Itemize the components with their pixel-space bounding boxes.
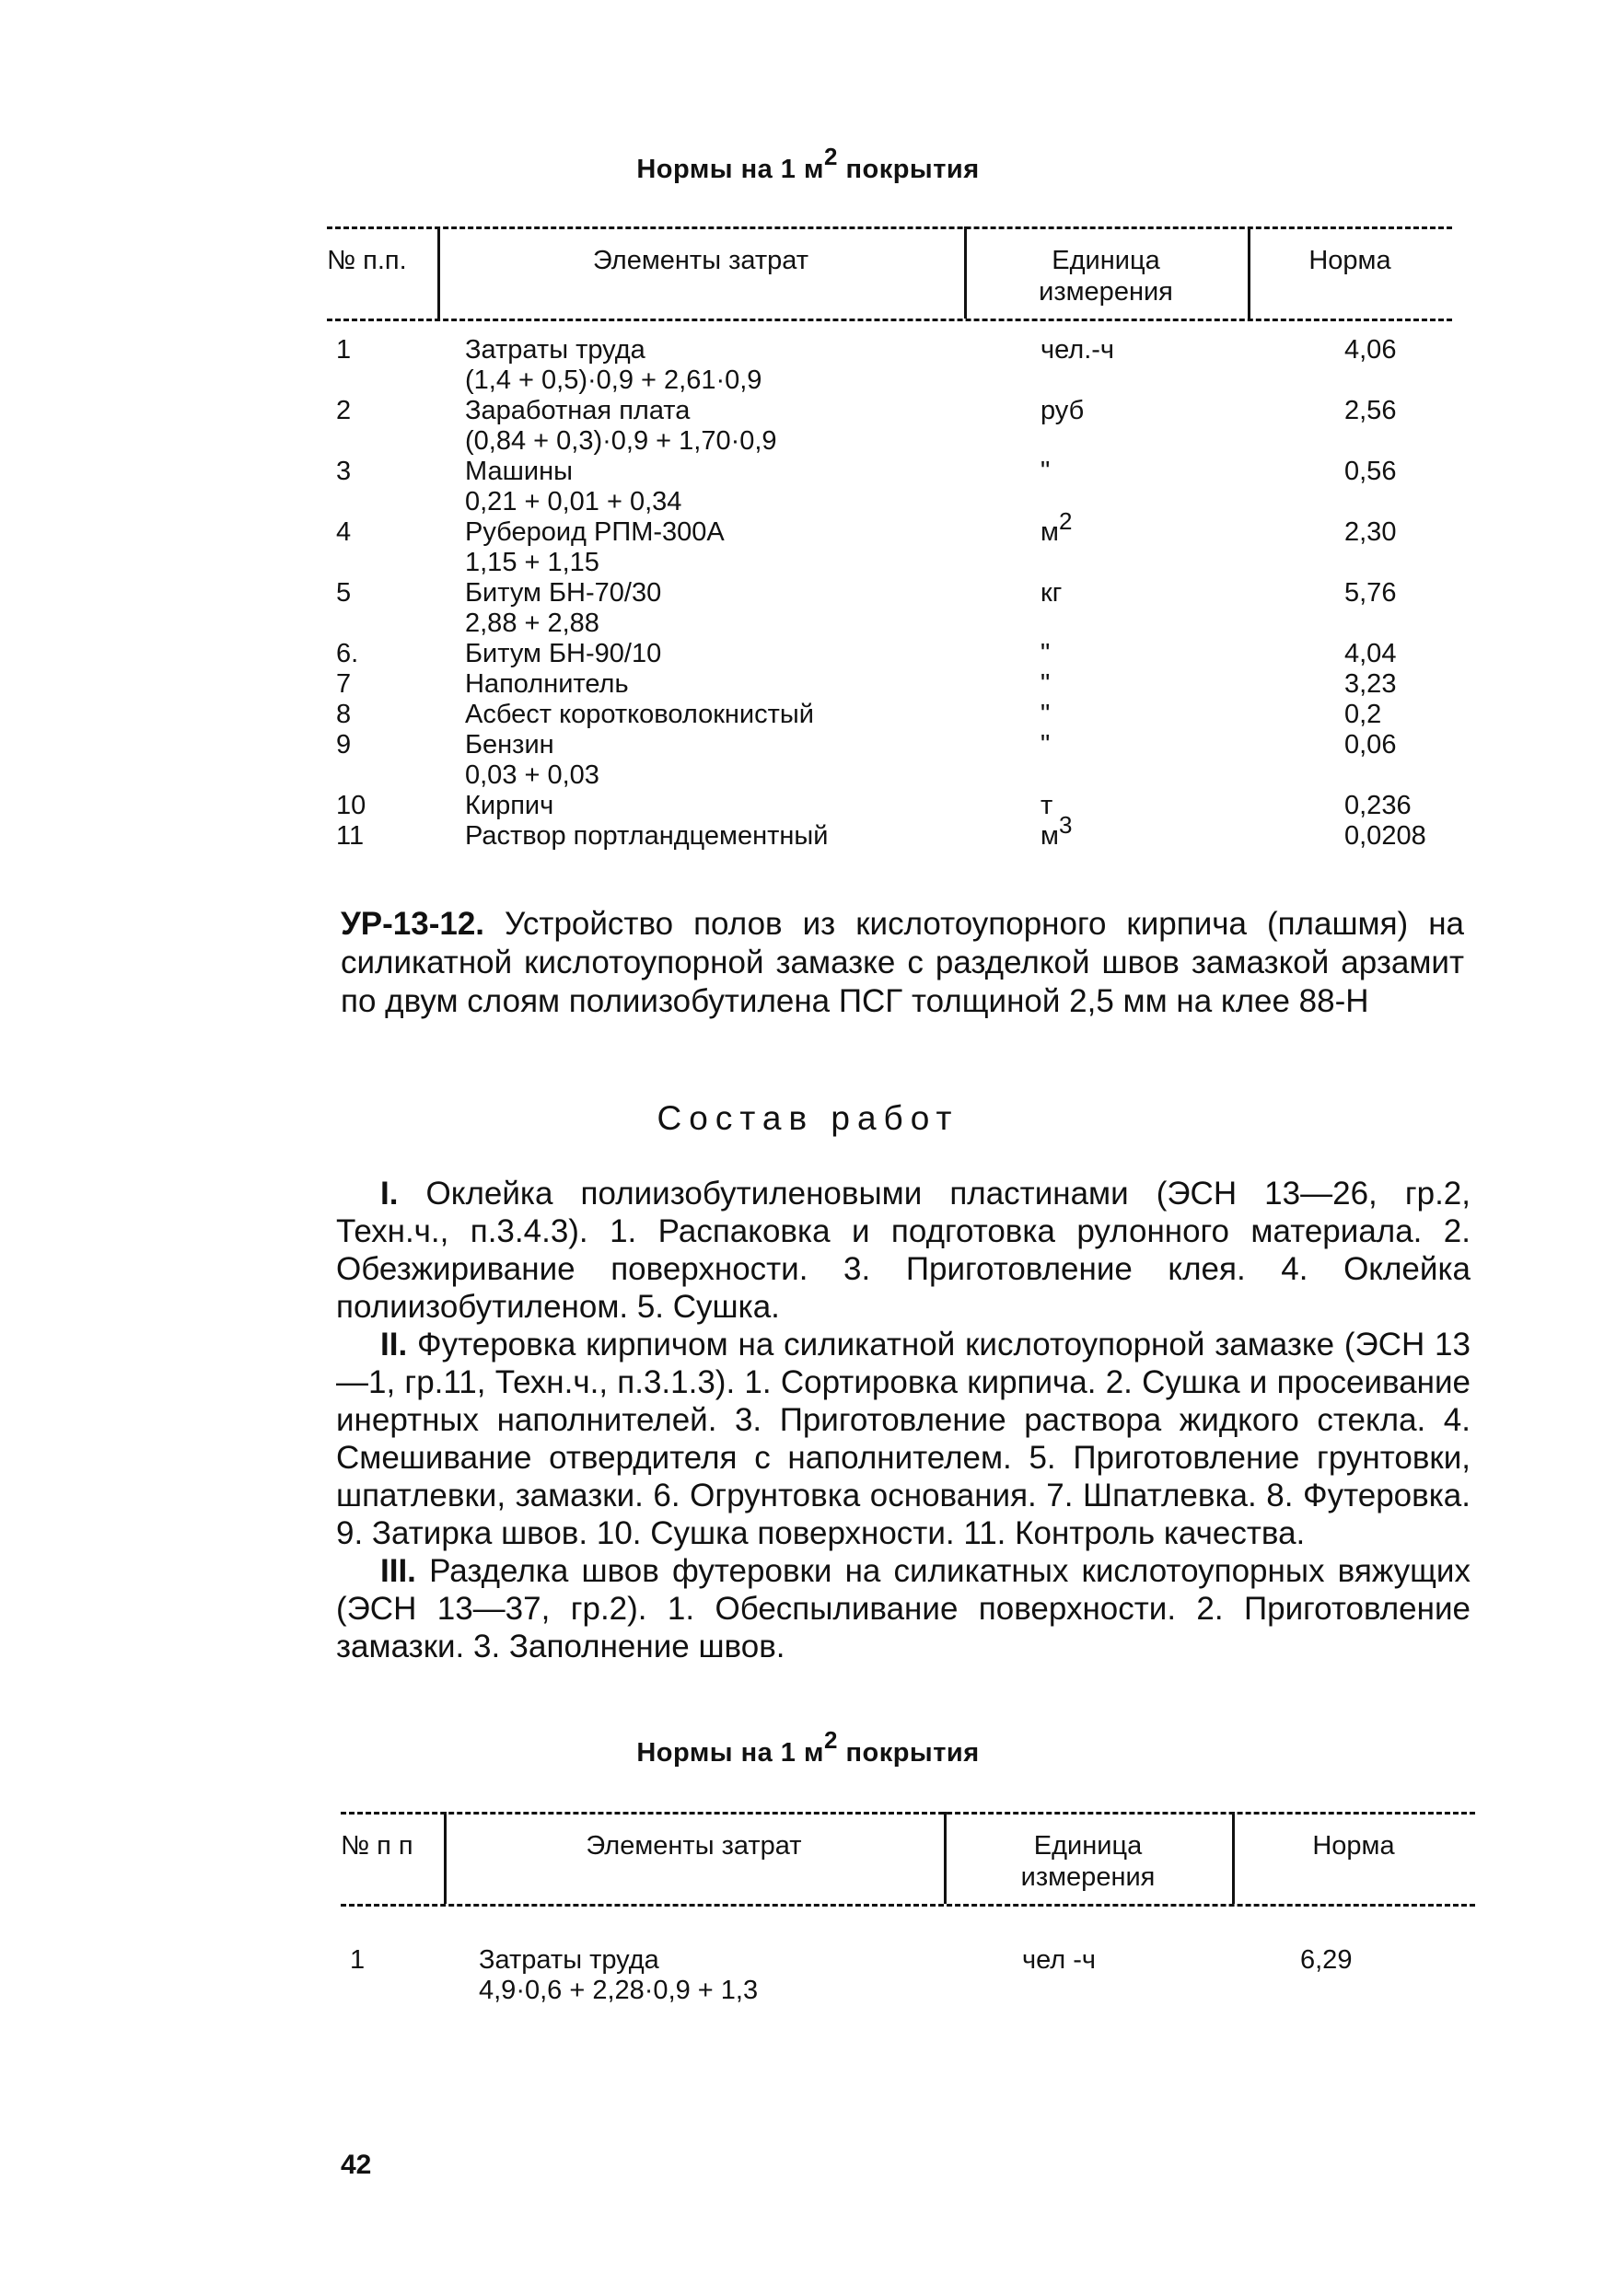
row-element-name: Асбест коротковолокнистый: [465, 700, 814, 729]
table-row: [327, 730, 1452, 791]
works-item-text: Оклейка полиизобутиленовыми пластинами (ЭСН 13—26, гр.2, Техн.ч., п.3.4.3). 1. Распаковка и подготовка рулонного материала. 2. Обезжиривание поверхности. 3. Приготовление клея. 4. Оклейка полиизобутиленом. 5. Сушка.: [336, 1176, 1471, 1325]
row-number: 11: [336, 821, 365, 851]
row-unit: ": [1041, 457, 1051, 486]
row-number: 7: [336, 669, 352, 699]
row-number: 2: [336, 396, 352, 425]
row-norm: 0,0208: [1344, 821, 1426, 851]
table1-header-unit-line1: Единица: [1052, 246, 1160, 275]
row-unit-text: м: [1041, 821, 1059, 851]
row-element: [465, 639, 1041, 669]
table-row: [327, 578, 1452, 639]
row-number: 5: [336, 578, 352, 608]
row-element: [465, 730, 1041, 791]
works-list: [336, 1175, 1471, 1665]
row-element-name: Раствор портландцементный: [465, 821, 829, 851]
table2-caption-sup: 2: [823, 1726, 838, 1754]
row-unit: ": [1041, 700, 1051, 729]
row-norm: 4,04: [1344, 639, 1397, 668]
works-heading: Состав работ: [657, 1099, 959, 1137]
row-element-formula: (0,84 + 0,3)·0,9 + 1,70·0,9: [465, 426, 777, 456]
table2-body: [341, 1945, 1475, 2006]
row-number: 3: [336, 457, 352, 486]
row-element-name: Бензин: [465, 730, 554, 760]
table1-caption-after: покрытия: [845, 155, 980, 184]
section-title-text: Устройство полов из кислотоупорного кирпича (плашмя) на силикатной кислотоупорной замазке с разделкой швов замазкой арзамит по двум слоям полиизобутилена ПСГ толщиной 2,5 мм на клее 88-Н: [341, 906, 1464, 1019]
row-norm: 3,23: [1344, 669, 1397, 699]
table-row: [327, 396, 1452, 457]
row-element-name: Рубероид РПМ-300А: [465, 517, 725, 547]
works-item-roman: I.: [380, 1176, 399, 1212]
table2-header-unit-line1: Единица: [1033, 1831, 1143, 1861]
row-number: 10: [336, 791, 366, 820]
row-element-formula: 1,15 + 1,15: [465, 548, 599, 577]
row-unit: м3: [1041, 811, 1073, 851]
table2-header-elements: Элементы затрат: [586, 1831, 802, 1861]
norms-table-2: [341, 1812, 1475, 2033]
table2-header-norm: Норма: [1312, 1831, 1395, 1861]
row-element-formula: 0,21 + 0,01 + 0,34: [465, 487, 682, 516]
row-number: 1: [336, 335, 352, 365]
row-element: [465, 700, 1041, 730]
table1-body: [327, 335, 1452, 852]
table2-header-rule: [341, 1904, 1475, 1907]
row-norm: 0,56: [1344, 457, 1397, 486]
table-row: [341, 1945, 1475, 2006]
table1-caption: [0, 143, 1616, 185]
row-unit: кг: [1041, 578, 1063, 608]
row-element-name: Затраты труда: [479, 1945, 659, 1975]
row-element: [479, 1945, 1022, 2006]
table1-header-unit-line2: измерения: [1039, 277, 1173, 307]
row-norm: 2,56: [1344, 396, 1397, 425]
works-item-roman: II.: [380, 1327, 408, 1363]
norms-table-1: [327, 226, 1452, 852]
row-element-formula: (1,4 + 0,5)·0,9 + 2,61·0,9: [465, 365, 762, 395]
row-element: [465, 669, 1041, 700]
row-number: 1: [350, 1945, 366, 1975]
table1-header-num: № п.п.: [327, 246, 407, 275]
row-element: [465, 791, 1041, 821]
table2-caption-text: Нормы на 1 м: [636, 1738, 824, 1768]
table1-header-norm: Норма: [1308, 246, 1391, 275]
page-number: 42: [341, 2150, 372, 2180]
table1-header-unit: [964, 245, 1248, 307]
table-row: [327, 457, 1452, 517]
table1-header-rule: [327, 319, 1452, 321]
table2-caption: [0, 1726, 1616, 1768]
row-unit-text: м: [1041, 517, 1059, 547]
row-element: [465, 335, 1041, 396]
table1-caption-sup: 2: [823, 143, 838, 170]
row-element-name: Затраты труда: [465, 335, 645, 365]
row-norm: 5,76: [1344, 578, 1397, 608]
row-element-formula: 4,9·0,6 + 2,28·0,9 + 1,3: [479, 1976, 759, 2005]
row-element: [465, 396, 1041, 457]
row-element-name: Битум БН-90/10: [465, 639, 662, 668]
row-unit: чел -ч: [1022, 1945, 1097, 1975]
works-item: [336, 1326, 1471, 1552]
row-element-formula: 2,88 + 2,88: [465, 609, 599, 638]
row-element-name: Машины: [465, 457, 573, 486]
table1-header-elements: Элементы затрат: [592, 246, 809, 275]
row-element: [465, 578, 1041, 639]
works-item-text: Футеровка кирпичом на силикатной кислотоупорной замазке (ЭСН 13—1, гр.11, Техн.ч., п.3.1.3). 1. Сортировка кирпича. 2. Сушка и просеивание инертных наполнителей. 3. Приготовление раствора жидкого стекла. 4. Смешивание отвердителя с наполнителем. 5. Приготовление грунтовки, шпатлевки, замазки. 6. Огрунтовка основания. 7. Шпатлевка. 8. Футеровка. 9. Затирка швов. 10. Сушка поверхности. 11. Контроль качества.: [336, 1327, 1471, 1551]
row-unit: м2: [1041, 507, 1073, 547]
table2-header-num: № п п: [341, 1831, 413, 1861]
row-unit: ": [1041, 639, 1051, 668]
row-number: 9: [336, 730, 352, 760]
row-number: 4: [336, 517, 352, 547]
section-heading: [341, 905, 1464, 1021]
table-row: [327, 507, 1452, 578]
works-item: [336, 1552, 1471, 1665]
row-element-name: Наполнитель: [465, 669, 629, 699]
section-code: УР-13-12.: [341, 906, 485, 942]
row-norm: 0,06: [1344, 730, 1397, 760]
row-element: [465, 821, 1041, 852]
table-row: [327, 669, 1452, 700]
table2-header-unit: [944, 1830, 1232, 1893]
row-unit: ": [1041, 730, 1051, 760]
table-row: [327, 700, 1452, 730]
row-element: [465, 517, 1041, 578]
row-norm: 6,29: [1300, 1945, 1353, 1975]
table-row: [327, 811, 1452, 852]
row-element: [465, 457, 1041, 517]
table1-caption-text: Нормы на 1 м: [636, 155, 824, 184]
row-unit: чел.-ч: [1041, 335, 1115, 365]
row-norm: 0,2: [1344, 700, 1382, 729]
table-row: [327, 791, 1452, 821]
row-element-name: Кирпич: [465, 791, 554, 820]
works-item-roman: III.: [380, 1553, 416, 1589]
row-unit: руб: [1041, 396, 1085, 425]
table2-top-rule: [341, 1812, 1475, 1815]
works-item-text: Разделка швов футеровки на силикатных кислотоупорных вяжущих (ЭСН 13—37, гр.2). 1. Обеспыливание поверхности. 2. Приготовление замазки. 3. Заполнение швов.: [336, 1553, 1471, 1664]
row-number: 6.: [336, 639, 359, 668]
table1-top-rule: [327, 226, 1452, 229]
row-element-name: Заработная плата: [465, 396, 691, 425]
table-row: [327, 639, 1452, 669]
table2-header-unit-line2: измерения: [1020, 1862, 1156, 1892]
row-norm: 2,30: [1344, 517, 1397, 547]
row-norm: 4,06: [1344, 335, 1397, 365]
row-element-name: Битум БН-70/30: [465, 578, 662, 608]
table-row: [327, 335, 1452, 396]
row-number: 8: [336, 700, 352, 729]
row-unit: ": [1041, 669, 1051, 699]
row-norm: 0,236: [1344, 791, 1412, 820]
works-item: [336, 1175, 1471, 1326]
table2-caption-after: покрытия: [845, 1738, 980, 1768]
row-element-formula: 0,03 + 0,03: [465, 760, 599, 790]
row-unit: т: [1041, 791, 1053, 820]
